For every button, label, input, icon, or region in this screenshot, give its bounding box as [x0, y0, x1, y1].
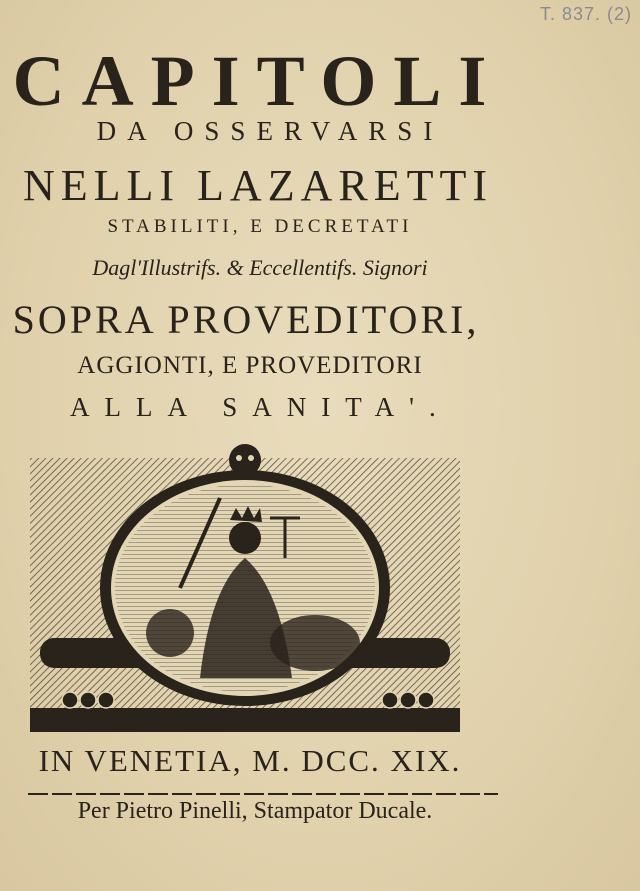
imprint-rule [28, 793, 498, 795]
shelfmark: T. 837. (2) [539, 4, 632, 24]
subtitle-line-8: ALLA SANITA'. [70, 392, 451, 422]
subtitle-line-4: STABILITI, E DECRETATI [107, 216, 413, 237]
imprint-place-date: IN VENETIA, M. DCC. XIX. [38, 743, 462, 778]
subtitle-line-7: AGGIONTI, E PROVEDITORI [77, 352, 423, 379]
title: CAPITOLI [12, 41, 504, 121]
subtitle-line-5: Dagl'Illustrifs. & Eccellentifs. Signori [92, 255, 428, 280]
woodcut-emblem [30, 438, 460, 734]
subtitle-line-3: NELLI LAZARETTI [23, 161, 493, 210]
printer-line: Per Pietro Pinelli, Stampator Ducale. [77, 798, 433, 824]
subtitle-line-2: DA OSSERVARSI [96, 116, 444, 146]
subtitle-line-6: SOPRA PROVEDITORI, [12, 297, 480, 342]
